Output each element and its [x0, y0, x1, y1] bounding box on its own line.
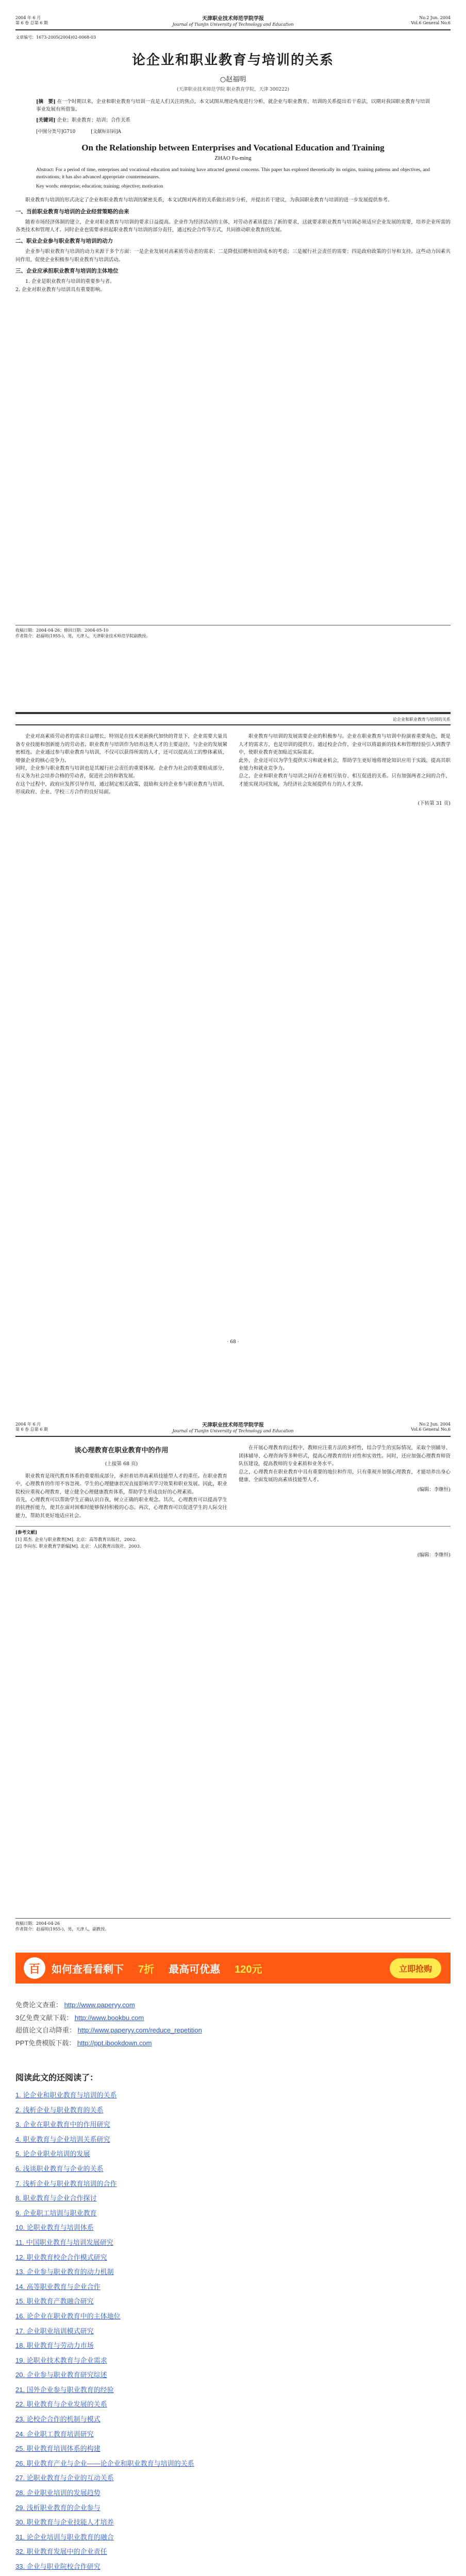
- related-item-link[interactable]: 15. 职业教育产教融合研究: [15, 2297, 94, 2306]
- journal-issue-right-3: No.2 Jun. 2004 Vol.6 General No.6: [411, 1422, 451, 1432]
- related-articles: [15, 2071, 451, 2576]
- promo-text-3: 最高可优惠: [169, 1963, 221, 1975]
- references-list: [1] 郑杰. 企业与职业教育[M]. 北京：高等教育出版社，2002. [2] 李向东. 职业教育学新编[M]. 北京：人民教育出版社，2003.: [15, 1537, 141, 1549]
- journal-name-en: Journal of Tianjin University of Technology and Education: [172, 22, 294, 27]
- editor-note: (编辑：李继恒): [417, 1487, 451, 1493]
- article-author: ○赵福明: [220, 76, 246, 84]
- related-item: [15, 2265, 451, 2280]
- related-item-link[interactable]: 30. 职业教育与企业技能人才培养: [15, 2518, 114, 2527]
- reduce-repetition-label: 超值论文自动降重：: [15, 2026, 76, 2035]
- continuation-note: (下转第 31 页): [418, 801, 451, 807]
- related-item: [15, 2191, 451, 2206]
- keywords: [36, 117, 430, 125]
- related-item-link[interactable]: 31. 论企业培训与职业教育的融合: [15, 2533, 114, 2541]
- right-column-text: 职业教育与培训的发展需要企业的积极参与。企业在职业教育与培训中扮演着重要角色，既是人才的需求方，也是培训的提供方。通过校企合作，企业可以将最新的技术和管理经验引入到教学中，使职业教育更加贴近实际需求。 此外，企业还可以为学生提供实习和就业机会，帮助学生更好地将理论知识应用于实践，提高其职业能力和就业竞争力。 总之，企业和职业教育与培训之间存在着相互依存、相互促进的关系。只有加强两者之间的合作，才能实现共同发展，为经济社会发展提供有力的人才支撑。: [239, 734, 451, 787]
- ppt-template-link[interactable]: http://ppt.ibookdown.com: [77, 2039, 152, 2047]
- reduce-repetition-link[interactable]: http://www.paperyy.com/reduce_repetition: [77, 2026, 202, 2035]
- related-item-link[interactable]: 6. 浅谈职业教育与企业的关系: [15, 2164, 104, 2173]
- doc-code: [文献标识码]A: [91, 129, 121, 134]
- related-item-link[interactable]: 33. 企业与职业院校合作研究: [15, 2563, 101, 2570]
- related-item: [15, 2412, 451, 2427]
- plagiarism-check-link[interactable]: http://www.paperyy.com: [64, 2001, 135, 2009]
- promo-text: [52, 1961, 390, 1976]
- site-info-line: [15, 2024, 451, 2037]
- english-abstract: Abstract: For a period of time, enterprises and vocational education and training have attracted general concerns. This paper has explored theoretically its origins, training patterns and objectives, and motivations; it has also advanced appropriate countermeasures.: [36, 167, 430, 180]
- journal-name: [119, 15, 347, 27]
- abstract: [36, 98, 430, 113]
- related-item: [15, 2103, 451, 2118]
- related-item-link[interactable]: 16. 论企业在职业教育中的主体地位: [15, 2312, 121, 2320]
- related-item-link[interactable]: 18. 职业教育与劳动力市场: [15, 2342, 94, 2350]
- related-item: [15, 2574, 451, 2576]
- right-column-text-3: 在开展心理教育的过程中，教师应注重方法的多样性，结合学生的实际情况，采取个别辅导、团体辅导、心理咨询等多种形式，提高心理教育的针对性和实效性。同时，还应加强心理教育师资队伍建设，提高教师的专业素质和业务水平。 总之，心理教育在职业教育中具有重要的地位和作用，只有重视并加强心理教育，才能培养出身心健康、全面发展的高素质技能型人才。: [239, 1445, 451, 1483]
- related-item: [15, 2221, 451, 2235]
- right-column-3: [239, 1444, 451, 1521]
- site-info: [15, 1999, 451, 2050]
- journal-header-3: [15, 1422, 451, 1437]
- related-item-link[interactable]: 24. 企业职工教育培训研究: [15, 2430, 94, 2438]
- journal-header: [15, 15, 451, 30]
- related-item: [15, 2427, 451, 2442]
- related-item: [15, 2353, 451, 2368]
- free-docs-link[interactable]: http://www.bookbu.com: [74, 2013, 144, 2022]
- intro-paragraph: 职业教育与培训的形式决定了企业和职业教育与培训的紧密关系，本文试图对两者的关系做出初步分析，并提出若干建议，为我国职业教育与培训的进一步发展提供参考。: [25, 197, 393, 204]
- related-item-link[interactable]: 10. 论职业教育与培训体系: [15, 2224, 94, 2232]
- left-column-text: 企业对高素质劳动者的需求日益增长，特别是在技术更新换代加快的背景下，企业需要大量具备专业技能和创新能力的劳动者。职业教育与培训作为培养这类人才的主要途径，与企业的发展紧密相连。企业通过参与职业教育与培训，不仅可以获得所需的人才，还可以提高员工的整体素质，增强企业的核心竞争力。 同时，企业参与职业教育与培训也是其履行社会责任的重要体现。企业作为社会的重要组成部分，有义务为社会培养合格的劳动者，促进社会的和谐发展。 在这个过程中，政府应发挥引导作用，通过制定相关政策，鼓励和支持企业参与职业教育与培训，形成政府、企业、学校三方合作的良好局面。: [15, 734, 227, 795]
- journal-name-cn-3: 天津职业技术师范学院学报: [202, 1422, 264, 1428]
- section-heading-3: 三、企业应承担职业教育与培训的主体地位: [15, 268, 119, 275]
- related-item-link[interactable]: 20. 企业参与职业教育研究综述: [15, 2371, 107, 2379]
- related-item-link[interactable]: 27. 论职业教育与企业的互动关系: [15, 2474, 114, 2482]
- related-item-link[interactable]: 28. 企业职业培训的发展趋势: [15, 2489, 101, 2497]
- editor-note-2: (编辑：李继恒): [417, 1552, 451, 1558]
- article-affiliation: (天津职业技术师范学院 职业教育学院，天津 300222): [176, 87, 290, 93]
- journal-name-en-3: Journal of Tianjin University of Technology and Education: [172, 1429, 294, 1433]
- journal-issue-right: No.2 Jun. 2004 Vol.6 General No.6: [411, 15, 451, 26]
- related-item: [15, 2280, 451, 2295]
- related-list: [15, 2088, 451, 2576]
- related-item-link[interactable]: 11. 中国职业教育与培训发展研究: [15, 2238, 113, 2246]
- second-article-author: (上接第 68 页): [105, 1461, 138, 1467]
- related-heading: 阅读此文的还阅读了：: [15, 2074, 98, 2082]
- related-item: [15, 2338, 451, 2353]
- article-columns: [15, 733, 451, 797]
- related-item-link[interactable]: 7. 浅析企业与职业教育培训的合作: [15, 2179, 117, 2188]
- section-text-2: 企业参与职业教育与培训的动力来源于多个方面：一是企业发展对高素质劳动者的需求；二是降低招聘和培训成本的考虑；三是履行社会责任的需要；四是政府政策的引导和支持。这些动力因素共同作用，促使企业积极参与职业教育与培训活动。: [15, 249, 451, 263]
- abstract-text: 在一个时期以来，企业和职业教育与培训一直是人们关注的焦点，本文试图从理论角度进行分析，就企业与职业教育、培训的关系提出若干看法，以期对我国职业教育与培训事业发展有所借鉴。: [36, 99, 430, 113]
- page-footnote: 收稿日期：2004-04-26；修回日期：2004-05-10 作者简介：赵福明(1955-)，男，天津人，天津职业技术师范学院副教授。: [15, 625, 451, 639]
- related-item-link[interactable]: 12. 职业教育校企合作模式研究: [15, 2253, 107, 2261]
- related-item-link[interactable]: 25. 职业教育培训体系的构建: [15, 2445, 101, 2453]
- journal-name-3: [119, 1422, 347, 1434]
- related-item-link[interactable]: 22. 职业教育与企业发展的关系: [15, 2400, 107, 2409]
- related-item: [15, 2117, 451, 2132]
- related-item-link[interactable]: 4. 职业教育与企业培训关系研究: [15, 2135, 110, 2143]
- related-item: [15, 2397, 451, 2412]
- related-item: [15, 2515, 451, 2530]
- references: [15, 1526, 451, 1559]
- related-item: [15, 2486, 451, 2501]
- keywords-text: 企业；职业教育；培训；合作关系: [57, 117, 131, 123]
- clc-code: [中图分类号]G710: [36, 129, 76, 134]
- related-item: [15, 2132, 451, 2147]
- related-item: [15, 2501, 451, 2516]
- page-footnote-3: 收稿日期：2004-04-26 作者简介：赵福明(1955-)，男，天津人，副教授。: [15, 1918, 451, 1932]
- references-label: [参考文献]: [15, 1530, 38, 1536]
- related-item: [15, 2235, 451, 2250]
- site-info-line: [15, 2037, 451, 2050]
- article-body: [15, 196, 451, 294]
- related-item-link[interactable]: 19. 论职业技术教育与企业需求: [15, 2356, 107, 2364]
- left-column-3: [15, 1444, 227, 1521]
- related-item: [15, 2383, 451, 2398]
- keywords-label: [关键词]: [36, 117, 56, 123]
- scanned-page-1: [15, 15, 451, 639]
- promo-discount: 7折: [138, 1963, 155, 1975]
- related-item-link[interactable]: 9. 企业职工培训与职业教育: [15, 2209, 97, 2217]
- related-item-link[interactable]: 26. 职业教育产业与企业——论企业和职业教育与培训的关系: [15, 2459, 194, 2467]
- related-item-link[interactable]: 1. 论企业和职业教育与培训的关系: [15, 2091, 117, 2099]
- article-title: 论企业和职业教育与培训的关系: [131, 53, 334, 69]
- related-item: [15, 2177, 451, 2192]
- related-item: [15, 2309, 451, 2324]
- related-item: [15, 2545, 451, 2560]
- related-item-link[interactable]: 32. 职业教育发展中的企业责任: [15, 2548, 107, 2556]
- ppt-template-label: PPT免费模版下载：: [15, 2039, 76, 2047]
- related-item-link[interactable]: 3. 企业在职业教育中的作用研究: [15, 2121, 110, 2129]
- scanned-page-2: [15, 711, 451, 1350]
- related-item: [15, 2162, 451, 2177]
- section-heading-2: 二、职业企业参与职业教育与培训的动力: [15, 238, 113, 245]
- promo-text-1: 如何查看看剩下: [52, 1963, 124, 1975]
- article-columns-3: [15, 1444, 451, 1521]
- scanned-page-3: [15, 1422, 451, 1932]
- classification: [36, 128, 430, 134]
- running-header: [15, 717, 451, 725]
- section-text-1: 随着市场经济体制的建立，企业对职业教育与培训的要求日益提高。企业作为经济活动的主体，对劳动者素质提出了新的要求，这就要求职业教育与培训必须适应企业发展的需要，培养企业所需的各类技术和管理人才。同时企业也需要承担起职业教育与培训的部分责任，通过校企合作等方式，共同推动职业教育的发展。: [15, 219, 451, 233]
- related-item-link[interactable]: 29. 浅析职业教育的企业参与: [15, 2503, 101, 2512]
- left-column-text-3: 职业教育是现代教育体系的重要组成部分，承担着培养高素质技能型人才的重任。在职业教育中，心理教育的作用不容忽视。学生的心理健康状况直接影响其学习效果和职业发展。因此，职业院校应重视心理教育，建立健全心理健康教育体系，帮助学生形成良好的心理素质。 首先，心理教育可以帮助学生正确认识自我，树立正确的职业观念。其次，心理教育可以提高学生的抗挫折能力，使其在面对困难时能够保持积极的心态。再次，心理教育可以促进学生的人际交往能力，帮助其更好地适应社会。: [15, 1473, 227, 1519]
- journal-issue-left: 2004 年 6 月 第 6 卷 总第 6 期: [15, 15, 48, 26]
- english-title: On the Relationship between Enterprises and Vocational Education and Training: [81, 142, 385, 152]
- article-number: 文章编号：1673-2005(2004)02-0068-03: [15, 35, 96, 40]
- related-item-link[interactable]: 5. 论企业职业培训的发展: [15, 2150, 90, 2158]
- site-info-line: [15, 1999, 451, 2012]
- page-top-rule: [15, 712, 451, 714]
- related-item: [15, 2250, 451, 2265]
- english-author: ZHAO Fu-ming: [214, 155, 252, 161]
- section-text-3: 1. 企业是职业教育与培训的重要参与者。 2. 企业对职业教育与培训具有重要影响。: [15, 279, 115, 293]
- related-item: [15, 2147, 451, 2162]
- related-item-link[interactable]: 21. 国外企业参与职业教育的经验: [15, 2385, 114, 2394]
- free-docs-label: 3亿免费文献下载：: [15, 2013, 73, 2022]
- related-item-link[interactable]: 2. 浅析企业与职业教育的关系: [15, 2106, 104, 2114]
- section-heading-1: 一、当前职业教育与培训的企业经营策略的由来: [15, 208, 129, 215]
- related-item: [15, 2442, 451, 2456]
- related-item-link[interactable]: 14. 高等职业教育与企业合作: [15, 2282, 101, 2291]
- related-item-link[interactable]: 17. 企业职业培训模式研究: [15, 2327, 94, 2335]
- abstract-label: [摘 要]: [36, 99, 56, 105]
- running-title: 论企业和职业教育与培训的关系: [393, 717, 451, 722]
- related-item: [15, 2456, 451, 2471]
- journal-issue-left-3: 2004 年 6 月 第 6 卷 总第 6 期: [15, 1422, 48, 1432]
- related-item: [15, 2206, 451, 2221]
- journal-name-cn: 天津职业技术师范学院学报: [202, 16, 264, 22]
- plagiarism-check-label: 免费论文查重：: [15, 2001, 63, 2009]
- left-column: [15, 733, 227, 797]
- promo-banner[interactable]: [15, 1953, 451, 1984]
- related-item: [15, 2294, 451, 2309]
- related-item: [15, 2560, 451, 2574]
- buy-now-button[interactable]: 立即抢购: [390, 1958, 441, 1978]
- second-article-title: 谈心理教育在职业教育中的作用: [74, 1447, 169, 1455]
- related-item: [15, 2471, 451, 2486]
- promo-amount: 120元: [235, 1963, 262, 1975]
- page-number: · 68 ·: [227, 1340, 239, 1345]
- related-item: [15, 2530, 451, 2545]
- baidu-paw-icon: 百: [24, 1957, 45, 1979]
- related-item: [15, 2368, 451, 2383]
- related-item-link[interactable]: 23. 论校企合作的机制与模式: [15, 2415, 101, 2424]
- related-item-link[interactable]: 8. 职业教育与企业合作探讨: [15, 2194, 97, 2202]
- related-item: [15, 2324, 451, 2339]
- site-info-line: [15, 2012, 451, 2025]
- english-keywords: Key words: enterprise; education; training; objective; motivation: [36, 184, 163, 190]
- right-column: [239, 733, 451, 797]
- related-item: [15, 2088, 451, 2103]
- related-item-link[interactable]: 13. 企业参与职业教育的动力机制: [15, 2268, 114, 2276]
